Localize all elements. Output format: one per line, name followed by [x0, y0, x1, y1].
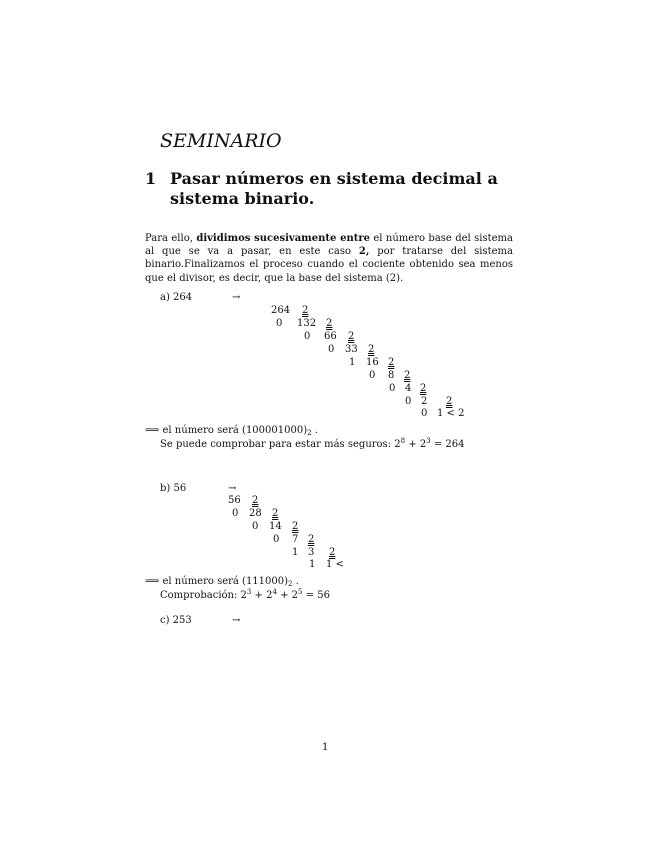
div-a-r5-rem: 0 [369, 370, 376, 381]
arrow-b: → [228, 483, 237, 494]
result-b-value: (111000) [242, 576, 289, 587]
check-a-mid: + 2 [405, 439, 427, 450]
section-number: 1 [145, 169, 157, 188]
check-b-exp2: 4 [272, 588, 277, 596]
div-a-r7-rem: 0 [405, 396, 412, 407]
result-a-base: 2 [307, 429, 312, 437]
div-b-r2-rem: 0 [252, 521, 259, 532]
div-a-r8-quot: 1 < 2 [437, 408, 465, 419]
div-b-r3-rem: 0 [273, 534, 280, 545]
div-b-r0-divisor: 2 [252, 495, 259, 506]
div-a-r1-divisor: 2 [326, 318, 333, 329]
div-a-r8-rem: 0 [421, 408, 428, 419]
div-a-r6-divisor: 2 [420, 383, 427, 394]
check-b-end: = 56 [302, 590, 330, 601]
div-a-r0-dividend: 264 [271, 305, 291, 316]
div-b-r3-divisor: 2 [308, 534, 315, 545]
check-a-exp2: 3 [426, 437, 431, 445]
div-a-r2-quot: 66 [324, 331, 337, 342]
check-b-exp1: 3 [246, 588, 252, 596]
check-a-end: = 264 [430, 439, 465, 450]
div-a-r3-rem: 0 [328, 344, 335, 355]
result-b-end: . [292, 576, 299, 587]
result-a-value: (100001000) [242, 425, 308, 436]
div-b-r3-quot: 7 [292, 534, 299, 545]
div-a-r4-rem: 1 [349, 357, 356, 368]
div-b-r2-quot: 14 [269, 521, 282, 532]
para-bold-2: 2, [358, 246, 370, 258]
div-b-r4-quot: 3 [308, 547, 315, 558]
para-text-1: Para ello, [145, 233, 197, 244]
implies-a: ⟹ el número será [145, 425, 243, 436]
check-a [160, 437, 464, 450]
result-a-end: . [311, 425, 318, 436]
div-b-r5-rem: 1 [309, 559, 316, 570]
arrow-a: → [232, 292, 241, 303]
div-a-r4-quot: 16 [366, 357, 379, 368]
check-a-text: Se puede comprobar para estar más seguros: 2 [160, 439, 401, 450]
div-a-r6-quot: 4 [405, 383, 412, 394]
div-b-r4-divisor: 2 [329, 547, 336, 558]
div-b-r4-rem: 1 [292, 547, 299, 558]
check-b-mid2: + 2 [276, 590, 299, 601]
arrow-c: → [232, 615, 241, 626]
result-b [145, 576, 299, 588]
check-b-text: Comprobación: 2 [160, 590, 247, 601]
div-b-r5-quot: 1 < [326, 559, 344, 570]
div-a-r0-divisor: 2 [302, 305, 309, 316]
div-a-r1-rem: 0 [276, 318, 283, 329]
page-title: SEMINARIO [160, 130, 282, 152]
div-a-r2-rem: 0 [304, 331, 311, 342]
check-a-exp1: 8 [400, 437, 406, 445]
section-title: Pasar números en sistema decimal a sistema binario. [170, 169, 498, 208]
para-text-3: por tratarse del sistema binario.Finalizamos el proceso cuando el cociente obtenido sea menos que el divisor, es decir, que la base del sistema (2). [145, 246, 513, 284]
check-b-mid1: + 2 [251, 590, 273, 601]
result-b-base: 2 [288, 580, 293, 588]
example-a-label: a) 264 [160, 292, 193, 303]
para-bold-1: dividimos sucesivamente entre [196, 233, 370, 244]
example-b-label: b) 56 [160, 483, 187, 494]
div-a-r2-divisor: 2 [348, 331, 355, 342]
check-b [160, 588, 330, 601]
div-a-r4-divisor: 2 [388, 357, 395, 368]
div-b-r1-divisor: 2 [272, 508, 279, 519]
para-text-2: el número base del sistema al que se va a pasar, en este caso [145, 233, 514, 258]
div-a-r3-divisor: 2 [368, 344, 375, 355]
div-a-r5-quot: 8 [388, 370, 395, 381]
div-a-r1-quot: 132 [297, 318, 317, 329]
div-a-r7-divisor: 2 [446, 396, 453, 407]
div-a-r6-rem: 0 [389, 383, 396, 394]
div-b-r2-divisor: 2 [292, 521, 299, 532]
div-b-r0-dividend: 56 [228, 495, 241, 506]
div-b-r1-quot: 28 [249, 508, 262, 519]
div-a-r3-quot: 33 [345, 344, 358, 355]
intro-paragraph [145, 232, 513, 285]
page-number: 1 [322, 742, 329, 753]
div-b-r1-rem: 0 [232, 508, 239, 519]
div-a-r5-divisor: 2 [404, 370, 411, 381]
implies-b: ⟹ el número será [145, 576, 243, 587]
result-a [145, 425, 318, 437]
example-c-label: c) 253 [160, 615, 192, 626]
div-a-r7-quot: 2 [421, 396, 428, 407]
check-b-exp3: 5 [298, 588, 303, 596]
